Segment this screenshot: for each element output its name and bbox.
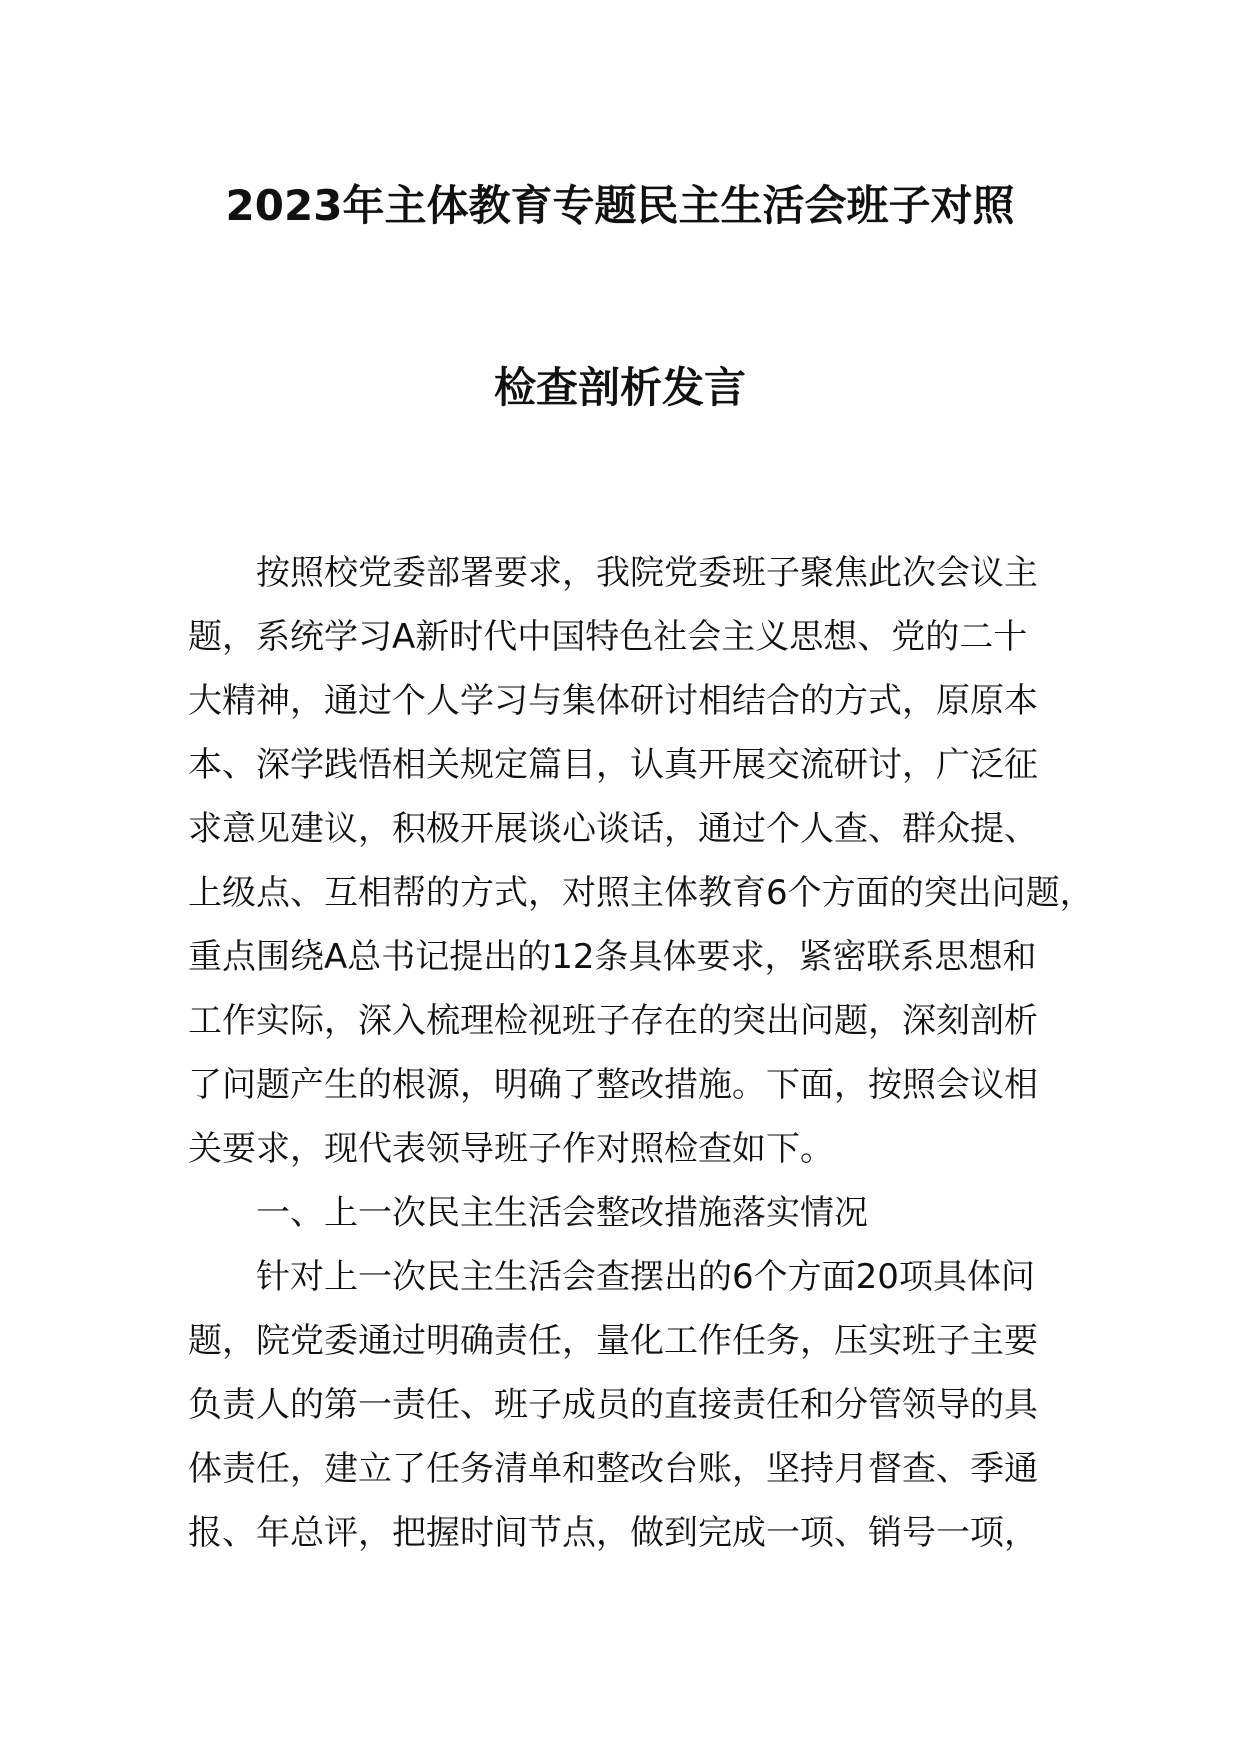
body-text-line: 求意见建议，积极开展谈心谈话，通过个人查、群众提、	[188, 809, 1038, 849]
body-text-line: 工作实际，深入梳理检视班子存在的突出问题，深刻剖析	[188, 1001, 1038, 1041]
body-text-line: 本、深学践悟相关规定篇目，认真开展交流研讨，广泛征	[188, 745, 1038, 785]
body-text-line: 针对上一次民主生活会查摆出的6个方面20项具体问	[256, 1257, 1035, 1297]
document-body	[188, 541, 1094, 1565]
body-text-line: 题，院党委通过明确责任，量化工作任务，压实班子主要	[188, 1321, 1038, 1361]
body-text-line: 报、年总评，把握时间节点，做到完成一项、销号一项，	[188, 1513, 1038, 1553]
document-title-line-1: 2023年主体教育专题民主生活会班子对照	[225, 181, 1015, 230]
body-text-line: 上级点、互相帮的方式，对照主体教育6个方面的突出问题，	[188, 873, 1094, 913]
document-title-line-2: 检查剖析发言	[493, 363, 746, 412]
body-text-line: 题，系统学习A新时代中国特色社会主义思想、党的二十	[188, 617, 1028, 657]
body-text-line: 了问题产生的根源，明确了整改措施。下面，按照会议相	[188, 1065, 1038, 1105]
body-text-line: 一、上一次民主生活会整改措施落实情况	[256, 1193, 868, 1233]
body-text-line: 重点围绕A总书记提出的12条具体要求，紧密联系思想和	[188, 937, 1037, 977]
body-text-line: 大精神，通过个人学习与集体研讨相结合的方式，原原本	[188, 681, 1038, 721]
body-text-line: 负责人的第一责任、班子成员的直接责任和分管领导的具	[188, 1385, 1038, 1425]
body-text-line: 体责任，建立了任务清单和整改台账，坚持月督查、季通	[188, 1449, 1038, 1489]
body-text-line: 按照校党委部署要求，我院党委班子聚焦此次会议主	[256, 553, 1038, 593]
body-text-line: 关要求，现代表领导班子作对照检查如下。	[188, 1129, 834, 1169]
